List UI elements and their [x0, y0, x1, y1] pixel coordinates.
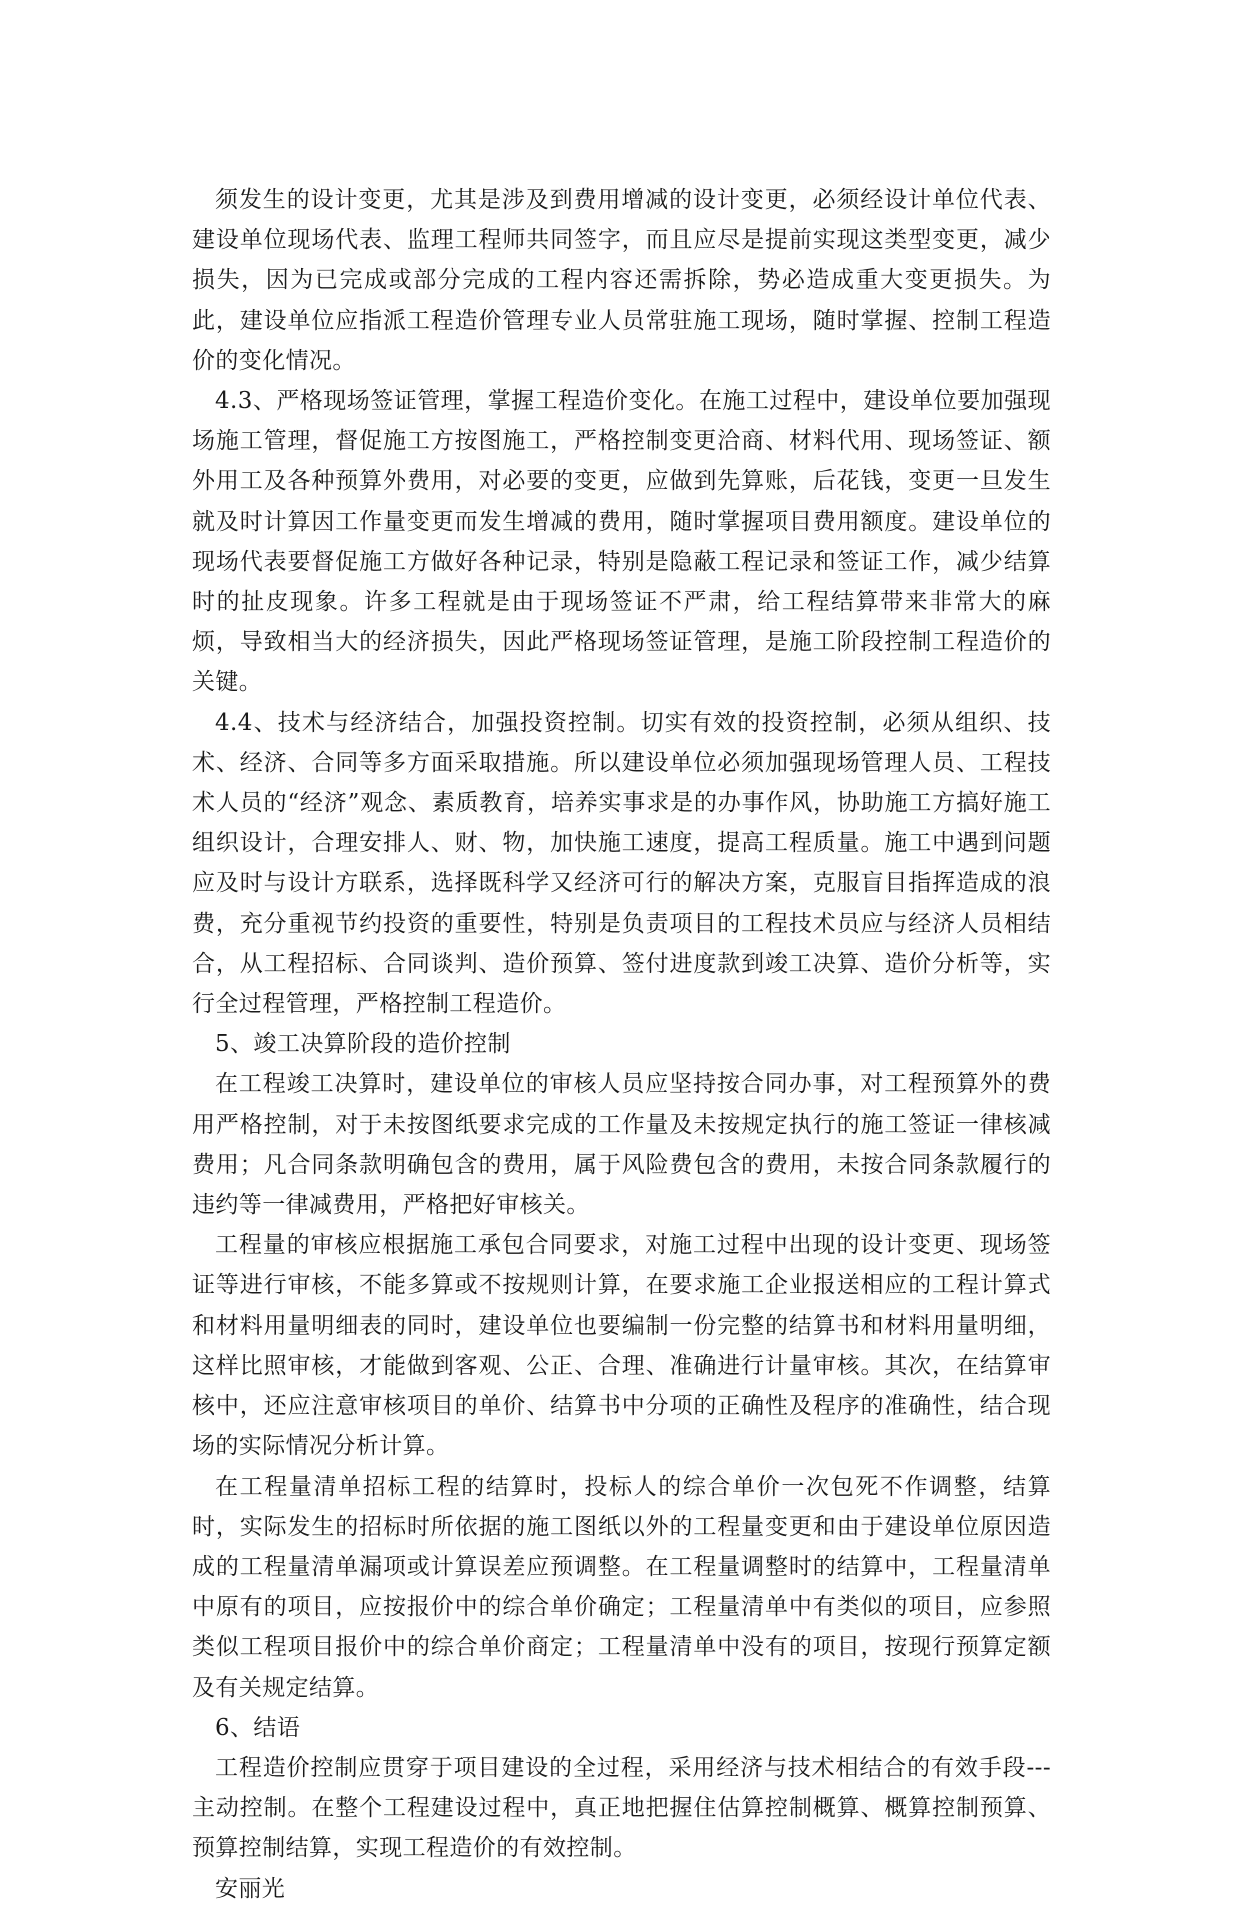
paragraph-final-account-control: 在工程竣工决算时，建设单位的审核人员应坚持按合同办事，对工程预算外的费用严格控制，对于未按图纸要求完成的工作量及未按规定执行的施工签证一律核减费用；凡合同条款明确包含的费用，属于风险费包含的费用，未按合同条款履行的违约等一律减费用，严格把好审核关。 [192, 1071, 1051, 1219]
paragraph-conclusion: 工程造价控制应贯穿于项目建设的全过程，采用经济与技术相结合的有效手段---主动控制。在整个工程建设过程中，真正地把握住估算控制概算、概算控制预算、预算控制结算，实现工程造价的有效控制。 [192, 1754, 1051, 1862]
paragraph-bill-of-quantities-settlement: 在工程量清单招标工程的结算时，投标人的综合单价一次包死不作调整，结算时，实际发生的招标时所依据的施工图纸以外的工程量变更和由于建设单位原因造成的工程量清单漏项或计算误差应预调整。在工程量调整时的结算中，工程量清单中原有的项目，应按报价中的综合单价确定；工程量清单中有类似的项目，应参照类似工程项目报价中的综合单价商定；工程量清单中没有的项目，按现行预算定额及有关规定结算。 [192, 1473, 1051, 1701]
section-heading-6: 6、结语 [215, 1714, 301, 1741]
section-heading-5: 5、竣工决算阶段的造价控制 [215, 1031, 511, 1058]
paragraph-quantity-review: 工程量的审核应根据施工承包合同要求，对施工过程中出现的设计变更、现场签证等进行审核，不能多算或不按规则计算，在要求施工企业报送相应的工程计算式和材料用量明细表的同时，建设单位也要编制一份完整的结算书和材料用量明细，这样比照审核，才能做到客观、公正、合理、准确进行计量审核。其次，在结算审核中，还应注意审核项目的单价、结算书中分项的正确性及程序的准确性，结合现场的实际情况分析计算。 [192, 1232, 1051, 1460]
author-name: 安丽光 [215, 1875, 286, 1902]
paragraph-section-4-4: 4.4、技术与经济结合，加强投资控制。切实有效的投资控制，必须从组织、技术、经济、合同等多方面采取措施。所以建设单位必须加强现场管理人员、工程技术人员的“经济”观念、素质教育，培养实事求是的办事作风，协助施工方搞好施工组织设计，合理安排人、财、物，加快施工速度，提高工程质量。施工中遇到问题应及时与设计方联系，选择既科学又经济可行的解决方案，克服盲目指挥造成的浪费，充分重视节约投资的重要性，特别是负责项目的工程技术员应与经济人员相结合，从工程招标、合同谈判、造价预算、签付进度款到竣工决算、造价分析等，实行全过程管理，严格控制工程造价。 [192, 709, 1051, 1018]
paragraph-section-4-3: 4.3、严格现场签证管理，掌握工程造价变化。在施工过程中，建设单位要加强现场施工管理，督促施工方按图施工，严格控制变更洽商、材料代用、现场签证、额外用工及各种预算外费用，对必要的变更，应做到先算账，后花钱，变更一旦发生就及时计算因工作量变更而发生增减的费用，随时掌握项目费用额度。建设单位的现场代表要督促施工方做好各种记录，特别是隐蔽工程记录和签证工作，减少结算时的扯皮现象。许多工程就是由于现场签证不严肃，给工程结算带来非常大的麻烦，导致相当大的经济损失，因此严格现场签证管理，是施工阶段控制工程造价的关键。 [192, 388, 1051, 696]
paragraph-design-change-continuation: 须发生的设计变更，尤其是涉及到费用增减的设计变更，必须经设计单位代表、建设单位现场代表、监理工程师共同签字，而且应尽是提前实现这类型变更，减少损失，因为已完成或部分完成的工程内容还需拆除，势必造成重大变更损失。为此，建设单位应指派工程造价管理专业人员常驻施工现场，随时掌握、控制工程造价的变化情况。 [192, 187, 1051, 374]
document-body [192, 180, 1051, 1909]
